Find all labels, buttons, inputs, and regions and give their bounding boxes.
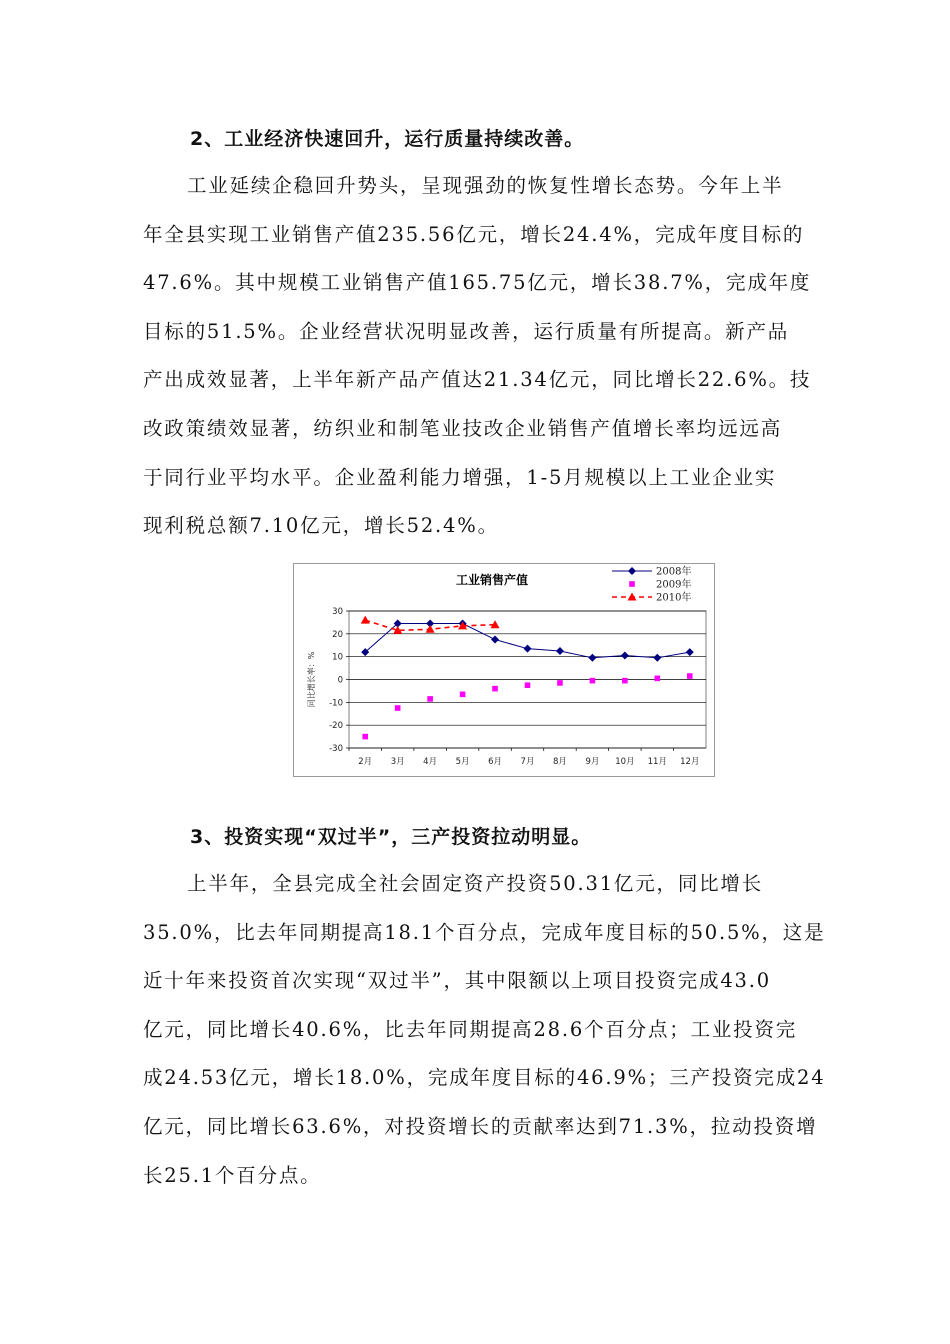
data-point-series-1 [687,673,693,679]
text-line: 亿元，同比增长63.6%，对投资增长的贡献率达到71.3%，拉动投资增 [143,1114,818,1138]
data-point-series-1 [492,686,498,692]
text-line: 现利税总额7.10亿元，增长52.4%。 [143,514,499,538]
industrial-sales-chart [293,563,715,777]
text-line: 长25.1个百分点。 [143,1163,322,1187]
y-tick-label: 0 [337,675,343,686]
chart-svg [294,564,716,778]
legend-marker [628,593,637,601]
data-point-series-1 [362,734,368,740]
data-point-series-1 [525,682,531,688]
data-point-series-1 [460,692,466,698]
text-line: 年全县实现工业销售产值235.56亿元，增长24.4%，完成年度目标的 [143,222,805,246]
chart-title: 工业销售产值 [455,573,529,587]
x-tick-label: 12月 [680,757,700,767]
section-3-heading: 3、投资实现“双过半”，三产投资拉动明显。 [190,826,592,848]
x-tick-label: 11月 [647,757,667,767]
x-tick-label: 10月 [615,757,635,767]
legend-marker [628,567,636,575]
y-tick-label: -30 [329,744,343,754]
x-tick-label: 8月 [552,757,567,767]
x-tick-label: 6月 [488,757,503,767]
legend-label: 2008年 [656,566,692,578]
x-tick-label: 3月 [390,757,405,767]
y-tick-label: 10 [332,652,343,663]
text-line: 47.6%。其中规模工业销售产值165.75亿元，增长38.7%，完成年度 [143,271,812,295]
text-line: 成24.53亿元，增长18.0%，完成年度目标的46.9%；三产投资完成24 [143,1066,826,1090]
legend-label: 2009年 [656,579,692,591]
text-line: 上半年，全县完成全社会固定资产投资50.31亿元，同比增长 [187,872,764,895]
legend-marker [629,581,635,587]
text-line: 工业延续企稳回升势头，呈现强劲的恢复性增长态势。今年上半 [187,174,784,197]
y-tick-label: 30 [332,607,343,617]
text-line: 目标的51.5%。企业经营状况明显改善，运行质量有所提高。新产品 [143,319,790,343]
data-point-series-1 [557,680,563,686]
x-tick-label: 4月 [423,757,438,767]
section-2-paragraph [143,162,828,551]
text-line: 于同行业平均水平。企业盈利能力增强，1-5月规模以上工业企业实 [143,465,777,489]
y-tick-label: -20 [329,721,343,732]
section-2-heading: 2、工业经济快速回升，运行质量持续改善。 [190,128,585,150]
data-point-series-1 [427,696,433,702]
data-point-series-1 [622,678,628,684]
section-3-paragraph [143,860,828,1200]
legend-label: 2010年 [656,592,692,604]
text-line: 产出成效显著，上半年新产品产值达21.34亿元，同比增长22.6%。技 [143,368,812,392]
x-tick-label: 2月 [358,757,373,767]
x-tick-label: 7月 [520,757,535,767]
x-tick-label: 5月 [455,757,470,767]
x-tick-label: 9月 [585,757,600,767]
text-line: 35.0%，比去年同期提高18.1个百分点，完成年度目标的50.5%，这是 [143,920,826,944]
text-line: 近十年来投资首次实现“双过半”，其中限额以上项目投资完成43.0 [143,969,771,993]
data-point-series-1 [655,676,661,682]
y-tick-label: -10 [329,698,343,709]
data-point-series-1 [590,678,596,684]
text-line: 亿元，同比增长40.6%，比去年同期提高28.6个百分点；工业投资完 [143,1017,798,1041]
data-point-series-1 [395,705,401,711]
y-axis-label: 同比增长率：% [307,651,316,708]
y-tick-label: 20 [332,629,343,640]
text-line: 改政策绩效显著，纺织业和制笔业技改企业销售产值增长率均远远高 [143,416,783,440]
